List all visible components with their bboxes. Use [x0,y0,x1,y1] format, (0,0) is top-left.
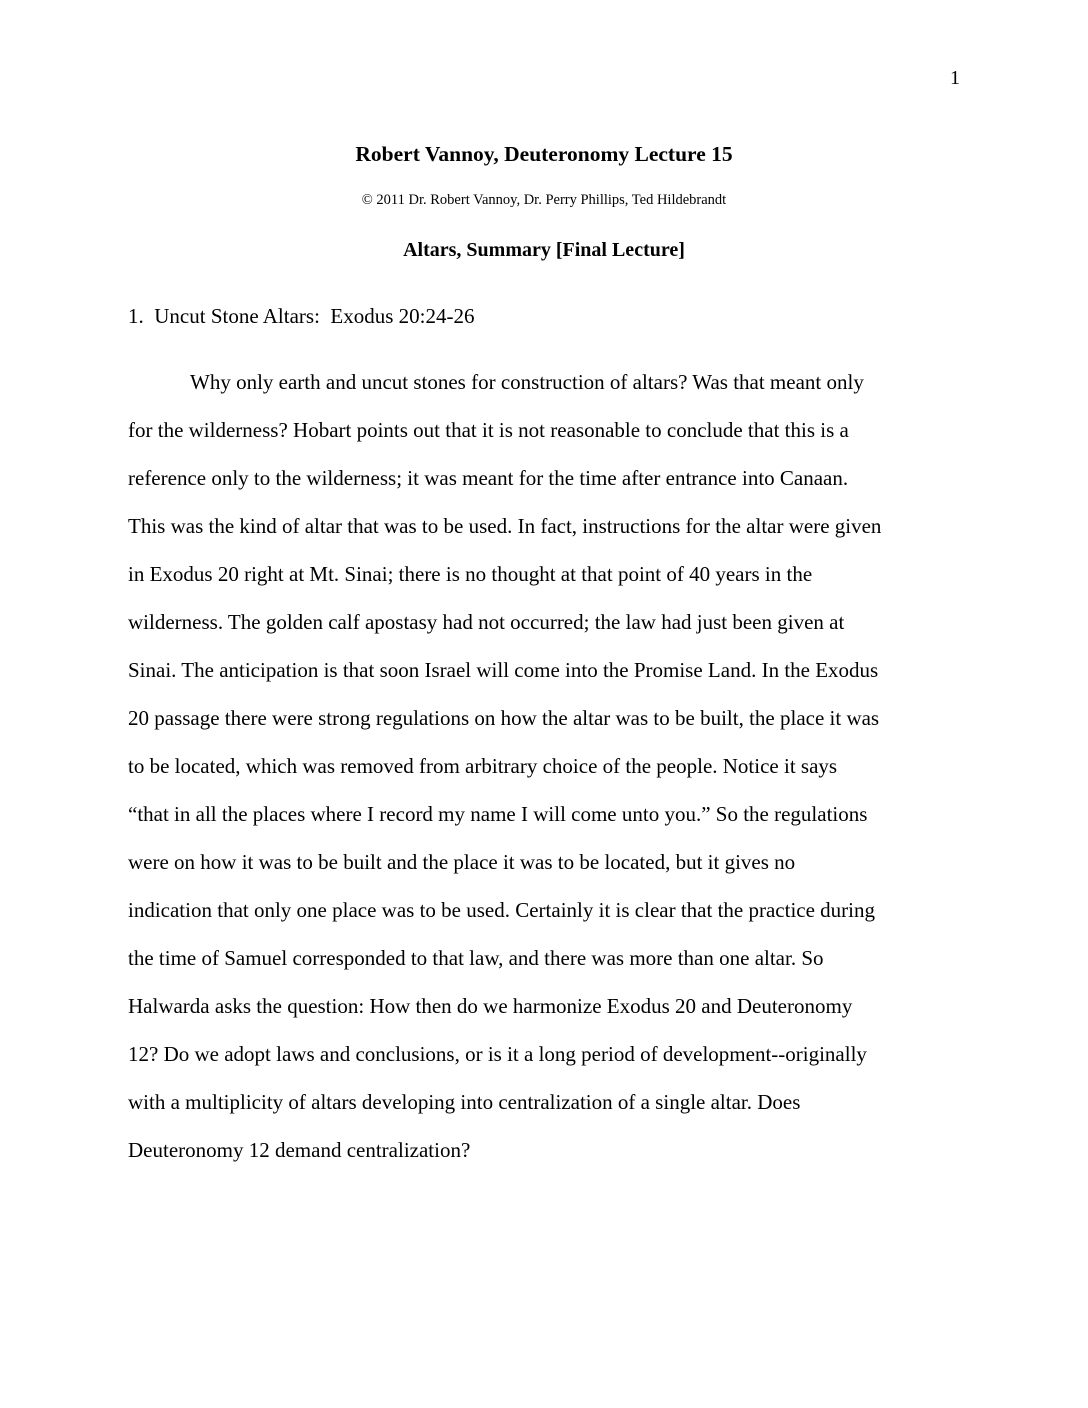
paragraph-line: with a multiplicity of altars developing into centralization of a single altar. Does [128,1090,801,1114]
paragraph-line: Deuteronomy 12 demand centralization? [128,1138,471,1162]
paragraph-line: Why only earth and uncut stones for construction of altars? Was that meant only [190,370,864,394]
paragraph-line: Halwarda asks the question: How then do we harmonize Exodus 20 and Deuteronomy [128,994,853,1018]
paragraph-line: indication that only one place was to be used. Certainly it is clear that the practice during [128,898,876,922]
section-heading: 1. Uncut Stone Altars: Exodus 20:24-26 [128,304,475,328]
paragraph-line: This was the kind of altar that was to be used. In fact, instructions for the altar were given [128,514,882,538]
paragraph-line: “that in all the places where I record my name I will come unto you.” So the regulations [128,802,868,826]
page-number: 1 [950,67,960,89]
lecture-subtitle: Altars, Summary [Final Lecture] [403,239,685,261]
paragraph-line: Sinai. The anticipation is that soon Israel will come into the Promise Land. In the Exodus [128,658,879,682]
paragraph-line: reference only to the wilderness; it was meant for the time after entrance into Canaan. [128,466,849,490]
paragraph-line: for the wilderness? Hobart points out that it is not reasonable to conclude that this is a [128,418,849,442]
document-title: Robert Vannoy, Deuteronomy Lecture 15 [355,142,733,166]
body-paragraph [128,364,964,1180]
paragraph-line: 12? Do we adopt laws and conclusions, or is it a long period of development--originally [128,1042,867,1066]
paragraph-line: were on how it was to be built and the place it was to be located, but it gives no [128,850,796,874]
paragraph-line: 20 passage there were strong regulations on how the altar was to be built, the place it was [128,706,880,730]
paragraph-line: to be located, which was removed from arbitrary choice of the people. Notice it says [128,754,838,778]
paragraph-line: the time of Samuel corresponded to that law, and there was more than one altar. So [128,946,824,970]
paragraph-line: wilderness. The golden calf apostasy had not occurred; the law had just been given at [128,610,845,634]
copyright-line: © 2011 Dr. Robert Vannoy, Dr. Perry Phillips, Ted Hildebrandt [361,192,727,208]
paragraph-line: in Exodus 20 right at Mt. Sinai; there is no thought at that point of 40 years in the [128,562,813,586]
